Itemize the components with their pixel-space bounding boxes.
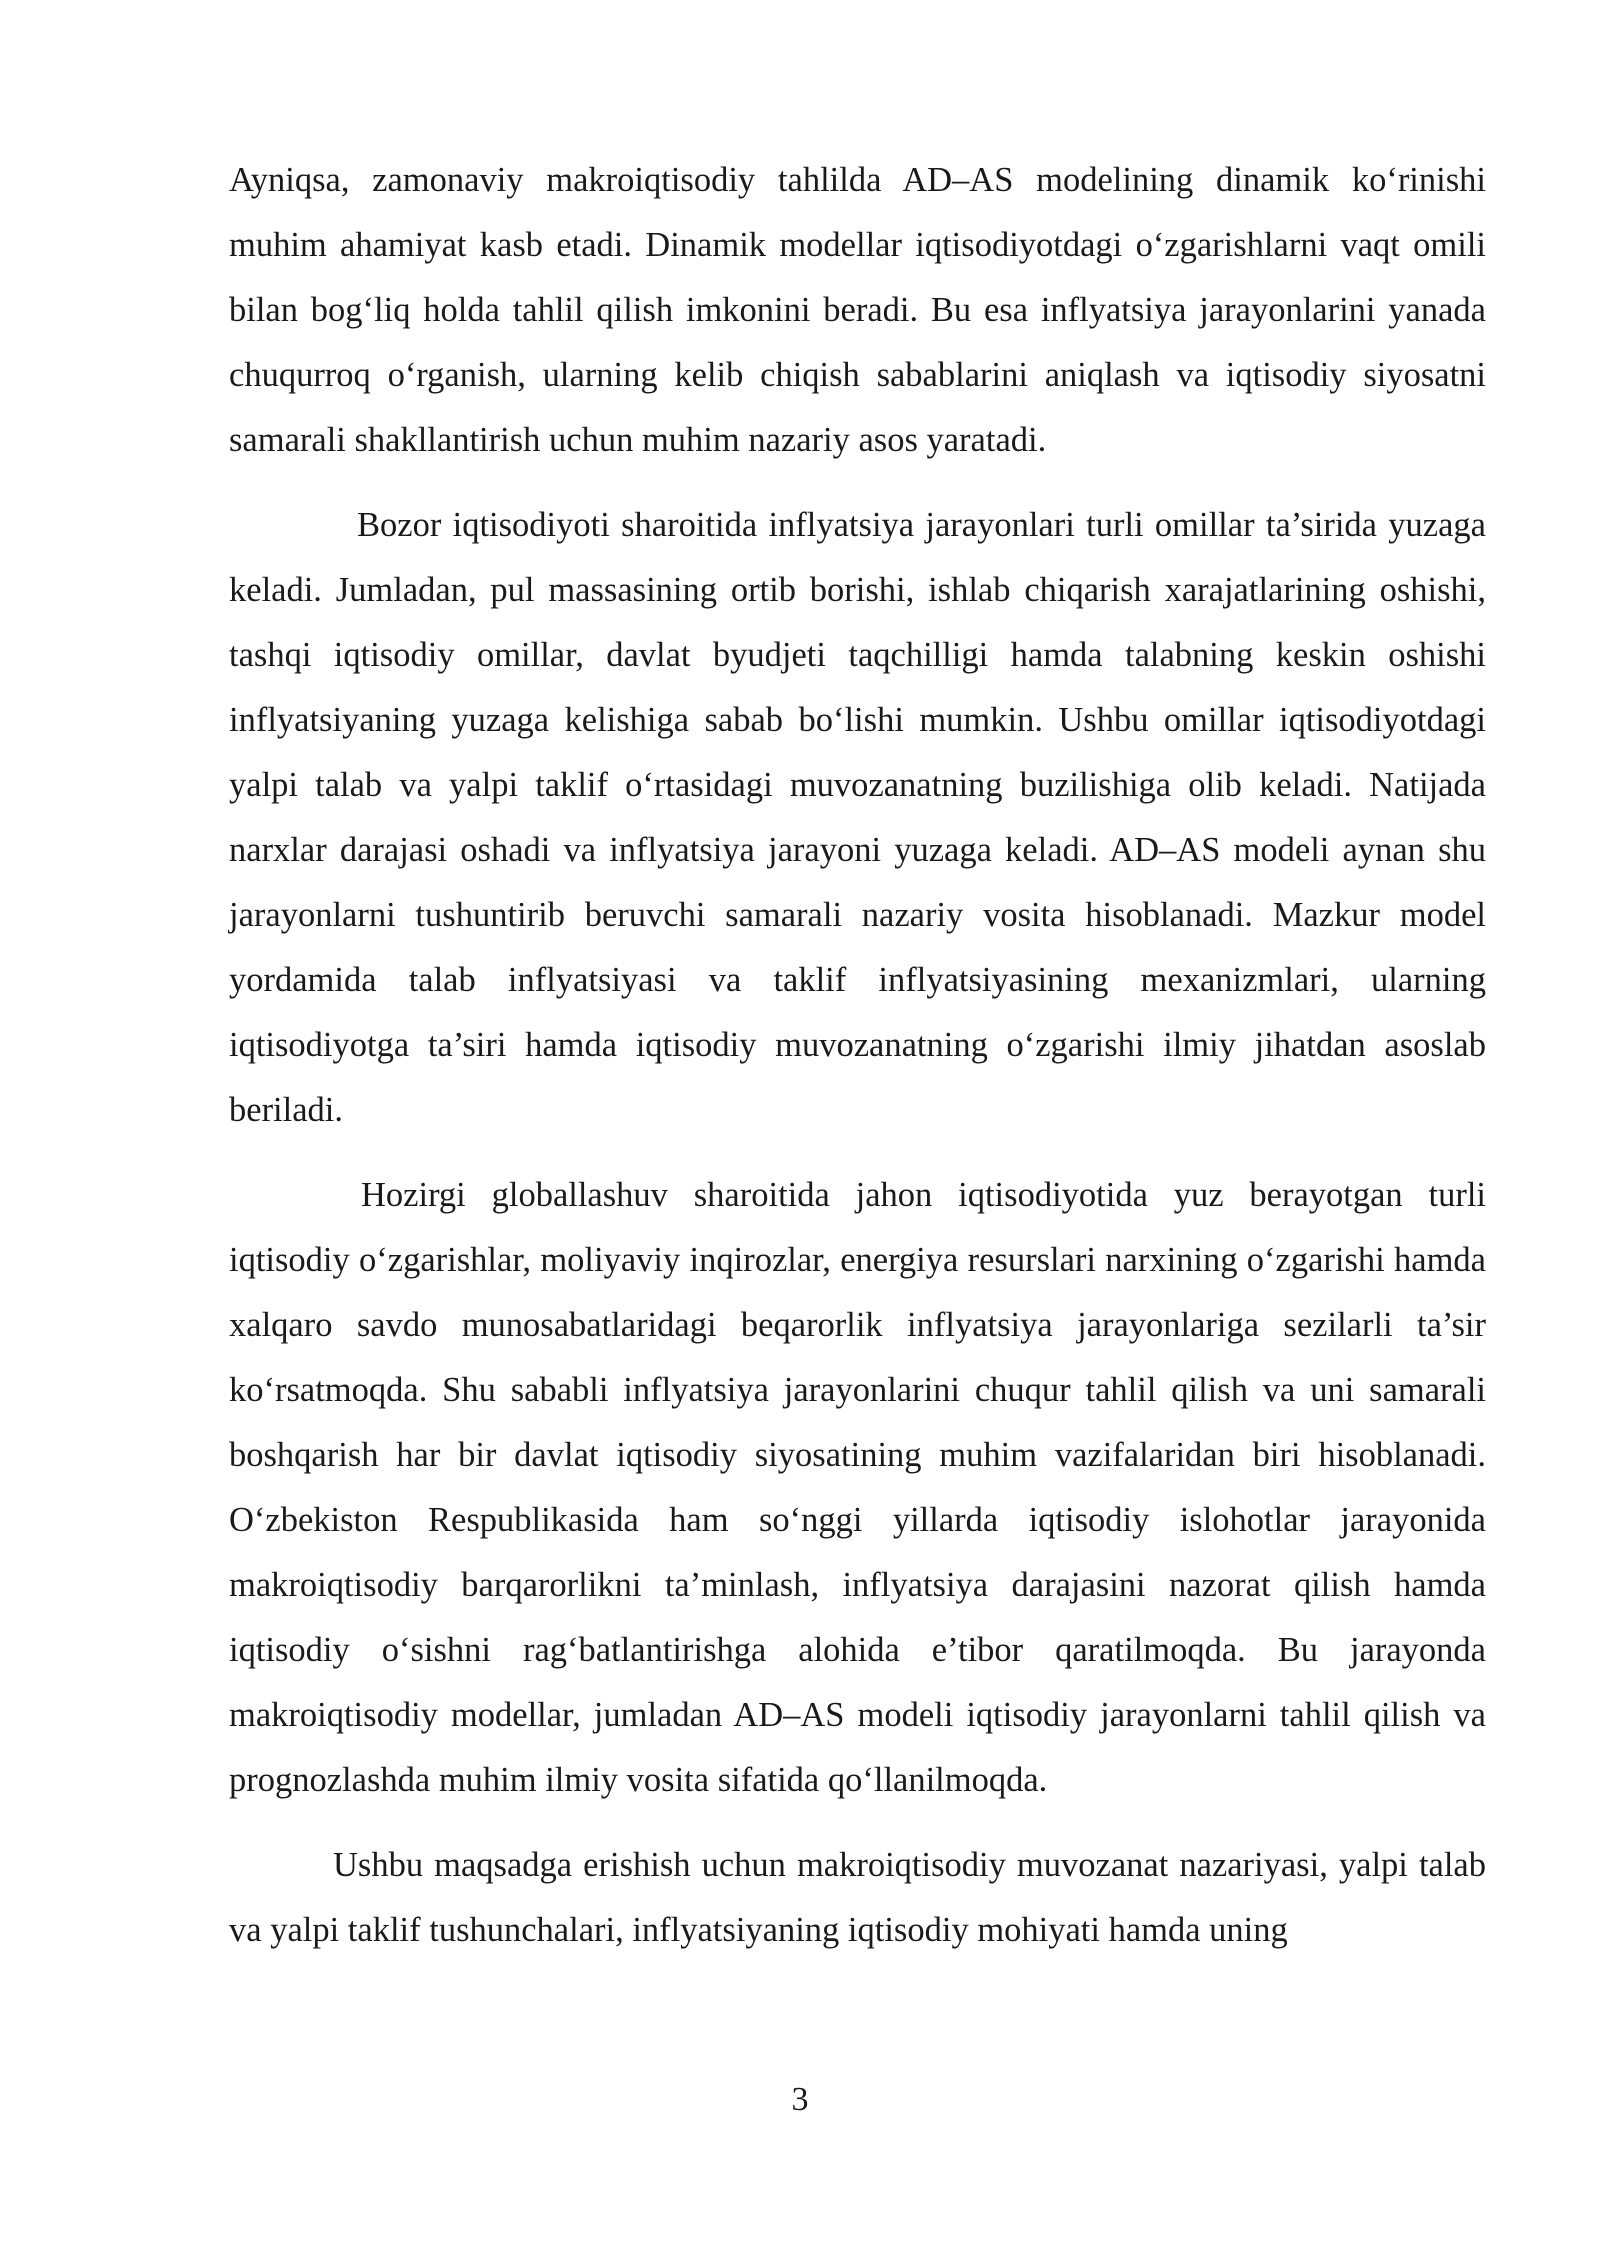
body-text — [229, 148, 1486, 1983]
paragraph-2: Bozor iqtisodiyoti sharoitida inflyatsiya jarayonlari turli omillar ta’sirida yuzaga keladi. Jumladan, pul massasining ortib borishi, ishlab chiqarish xarajatlarining oshishi, tashqi iqtisodiy omillar, davlat byudjeti taqchilligi hamda talabning keskin oshishi inflyatsiyaning yuzaga kelishiga sabab bo‘lishi mumkin. Ushbu omillar iqtisodiyotdagi yalpi talab va yalpi taklif o‘rtasidagi muvozanatning buzilishiga olib keladi. Natijada narxlar darajasi oshadi va inflyatsiya jarayoni yuzaga keladi. AD–AS modeli aynan shu jarayonlarni tushuntirib beruvchi samarali nazariy vosita hisoblanadi. Mazkur model yordamida talab inflyatsiyasi va taklif inflyatsiyasining mexanizmlari, ularning iqtisodiyotga ta’siri hamda iqtisodiy muvozanatning o‘zgarishi ilmiy jihatdan asoslab beriladi. — [229, 506, 1486, 1129]
paragraph-1: Ayniqsa, zamonaviy makroiqtisodiy tahlilda AD–AS modelining dinamik ko‘rinishi muhim ahamiyat kasb etadi. Dinamik modellar iqtisodiyotdagi o‘zgarishlarni vaqt omili bilan bog‘liq holda tahlil qilish imkonini beradi. Bu esa inflyatsiya jarayonlarini yanada chuqurroq o‘rganish, ularning kelib chiqish sabablarini aniqlash va iqtisodiy siyosatni samarali shakllantirish uchun muhim nazariy asos yaratadi. — [229, 161, 1486, 459]
page-number: 3 — [791, 2081, 809, 2118]
paragraph-3: Hozirgi globallashuv sharoitida jahon iqtisodiyotida yuz berayotgan turli iqtisodiy o‘zgarishlar, moliyaviy inqirozlar, energiya resurslari narxining o‘zgarishi hamda xalqaro savdo munosabatlaridagi beqarorlik inflyatsiya jarayonlariga sezilarli ta’sir ko‘rsatmoqda. Shu sababli inflyatsiya jarayonlarini chuqur tahlil qilish va uni samarali boshqarish har bir davlat iqtisodiy siyosatining muhim vazifalaridan biri hisoblanadi. O‘zbekiston Respublikasida ham so‘nggi yillarda iqtisodiy islohotlar jarayonida makroiqtisodiy barqarorlikni ta’minlash, inflyatsiya darajasini nazorat qilish hamda iqtisodiy o‘sishni rag‘batlantirishga alohida e’tibor qaratilmoqda. Bu jarayonda makroiqtisodiy modellar, jumladan AD–AS modeli iqtisodiy jarayonlarni tahlil qilish va prognozlashda muhim ilmiy vosita sifatida qo‘llanilmoqda. — [229, 1176, 1486, 1799]
paragraph-4: Ushbu maqsadga erishish uchun makroiqtisodiy muvozanat nazariyasi, yalpi talab va yalpi taklif tushunchalari, inflyatsiyaning iqtisodiy mohiyati hamda uning — [229, 1846, 1486, 1949]
